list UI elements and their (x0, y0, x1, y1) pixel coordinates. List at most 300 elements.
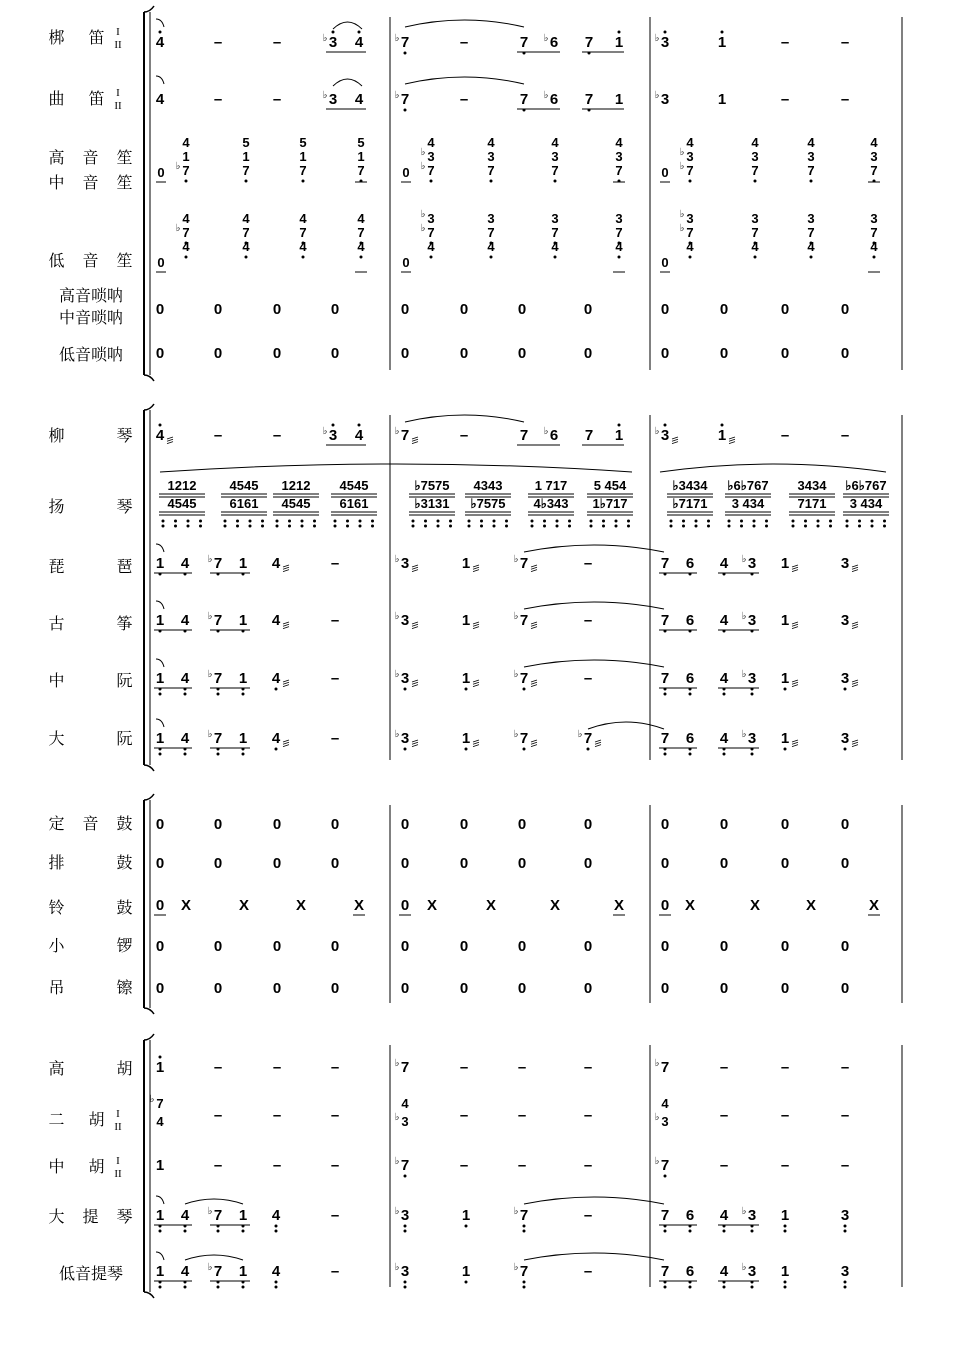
octave-dot-low (810, 180, 813, 183)
note: 3 (401, 1114, 409, 1129)
tremolo-mark (792, 624, 798, 626)
rest: 0 (155, 345, 165, 362)
flat-sign: ♭ (679, 209, 685, 220)
rest: 0 (213, 855, 223, 872)
octave-dot-low (602, 520, 605, 523)
dash-sustain: – (583, 1157, 593, 1174)
octave-dot-low (275, 748, 278, 751)
instrument-label: 二 (48, 1110, 66, 1129)
note: 4 (354, 34, 364, 51)
octave-dot-low (404, 1281, 407, 1284)
octave-dot-low (615, 525, 618, 528)
instrument-label: 锣 (116, 936, 134, 955)
octave-dot-low (858, 520, 861, 523)
instrument-label: 音 (82, 148, 100, 167)
note: 7 (213, 730, 223, 747)
part-number-1: I (116, 26, 120, 38)
note: 7 (357, 225, 365, 240)
octave-dot-low (185, 180, 188, 183)
yangqin-upper-group: ♭7575 (414, 478, 450, 493)
slur (405, 415, 524, 422)
flat-sign: ♭ (207, 554, 213, 565)
note: 4 (357, 239, 365, 254)
instrument-label: 小 (48, 936, 66, 955)
yangqin-lower-group: 3 434 (849, 496, 883, 511)
yangqin-lower-group: 4♭343 (533, 496, 569, 511)
octave-dot-low (288, 525, 291, 528)
rest: 0 (330, 816, 340, 833)
instrument-label: 排 (48, 853, 66, 872)
yangqin-upper-group: 1212 (281, 478, 311, 493)
rest: 0 (155, 897, 165, 914)
tremolo-mark (283, 567, 289, 569)
rest: 0 (459, 938, 469, 955)
flat-sign: ♭ (543, 33, 549, 44)
octave-dot-low (412, 520, 415, 523)
octave-dot-low (437, 525, 440, 528)
rest: 0 (840, 855, 850, 872)
dash-sustain: – (583, 1263, 593, 1280)
dash-sustain: – (213, 427, 223, 444)
note: 4 (299, 211, 307, 226)
note: 1 (461, 1263, 471, 1280)
system-bracket-top (144, 404, 154, 410)
tremolo-mark (531, 627, 537, 629)
rest: 0 (400, 938, 410, 955)
note: 4 (686, 135, 694, 150)
slur-continuation (156, 76, 164, 84)
note: 4 (182, 239, 190, 254)
instrument-label: 高音唢呐 (58, 286, 124, 305)
note: 4 (487, 135, 495, 150)
instrument-label: 吊 (48, 978, 66, 997)
yangqin-lower-group: ♭7575 (470, 496, 506, 511)
note: 4 (180, 555, 190, 572)
note: 4 (271, 1207, 281, 1224)
system-bracket-bottom (144, 1008, 154, 1014)
note: 1 (155, 1157, 165, 1174)
note: 4 (180, 612, 190, 629)
dash-sustain: – (840, 34, 850, 51)
note: 7 (427, 225, 435, 240)
octave-dot-low (174, 520, 177, 523)
tremolo-mark (473, 567, 479, 569)
dash-sustain: – (330, 1107, 340, 1124)
octave-dot-low (346, 525, 349, 528)
octave-dot-low (276, 525, 279, 528)
note: 7 (519, 670, 529, 687)
rest: 0 (400, 301, 410, 318)
note: 4 (180, 730, 190, 747)
dash-sustain: – (272, 1157, 282, 1174)
note: 1 (717, 34, 727, 51)
note: 4 (719, 1263, 729, 1280)
rest: 0 (402, 165, 410, 180)
octave-dot-low (493, 520, 496, 523)
system-bracket-top (144, 6, 154, 12)
dash-sustain: – (330, 555, 340, 572)
dash-sustain: – (330, 612, 340, 629)
rest: 0 (459, 816, 469, 833)
note: 1 (238, 1263, 248, 1280)
rest: 0 (272, 345, 282, 362)
tremolo-mark (412, 565, 418, 567)
instrument-label: 曲 (48, 89, 66, 108)
flat-sign: ♭ (654, 33, 660, 44)
octave-dot-low (723, 1230, 726, 1233)
part-number-1: I (116, 87, 120, 99)
note: 1 (614, 91, 624, 108)
dash-sustain: – (272, 427, 282, 444)
rest: 0 (330, 938, 340, 955)
yangqin-upper-group: 1 717 (534, 478, 568, 493)
rest: 0 (155, 301, 165, 318)
octave-dot-low (829, 525, 832, 528)
rest: 0 (157, 255, 165, 270)
note: 7 (870, 225, 878, 240)
instrument-label: 音 (82, 173, 100, 192)
flat-sign: ♭ (322, 90, 328, 101)
part-number-2: II (114, 39, 122, 51)
note: 7 (213, 612, 223, 629)
note: 7 (400, 34, 410, 51)
tremolo-mark (412, 622, 418, 624)
rest: 0 (459, 345, 469, 362)
octave-dot-low (275, 1281, 278, 1284)
octave-dot-low (359, 520, 362, 523)
yangqin-upper-group: ♭6♭767 (845, 478, 887, 493)
tremolo-mark (792, 740, 798, 742)
octave-dot-low (404, 688, 407, 691)
note: 1 (155, 1263, 165, 1280)
flat-sign: ♭ (322, 426, 328, 437)
note: 7 (213, 670, 223, 687)
tremolo-mark (852, 570, 858, 572)
octave-dot-low (301, 520, 304, 523)
note: 4 (155, 34, 165, 51)
octave-dot-low (217, 753, 220, 756)
octave-dot-low (404, 1286, 407, 1289)
tremolo-mark (792, 622, 798, 624)
octave-dot-low (817, 520, 820, 523)
rest: 0 (660, 855, 670, 872)
tremolo-mark (283, 680, 289, 682)
dash-sustain: – (272, 1059, 282, 1076)
yangqin-lower-group: 6161 (229, 496, 259, 511)
note: 4 (354, 427, 364, 444)
note: 4 (719, 730, 729, 747)
note: 7 (583, 730, 593, 747)
tremolo-mark (412, 627, 418, 629)
note: 7 (870, 163, 878, 178)
note: 7 (615, 163, 623, 178)
rest: 0 (719, 938, 729, 955)
tremolo-mark (531, 742, 537, 744)
note: 4 (180, 1207, 190, 1224)
note: 3 (328, 427, 338, 444)
instrument-label: 中 (48, 173, 66, 192)
system-bracket-bottom (144, 765, 154, 771)
dash-sustain: – (272, 1107, 282, 1124)
slur-continuation (156, 1196, 164, 1204)
octave-dot-high (159, 424, 162, 427)
tremolo-mark (531, 745, 537, 747)
tremolo-mark (729, 437, 735, 439)
octave-dot-low (556, 520, 559, 523)
rest: 0 (400, 816, 410, 833)
note: 7 (213, 1263, 223, 1280)
yangqin-lower-group: 4545 (167, 496, 197, 511)
note: 3 (747, 1207, 757, 1224)
flat-sign: ♭ (741, 729, 747, 740)
yangqin-lower-group: ♭7171 (672, 496, 708, 511)
rest: 0 (400, 980, 410, 997)
tremolo-mark (473, 624, 479, 626)
flat-sign: ♭ (420, 161, 426, 172)
tremolo-mark (473, 685, 479, 687)
note: 7 (427, 163, 435, 178)
dash-sustain: – (840, 427, 850, 444)
octave-dot-low (784, 748, 787, 751)
octave-dot-low (810, 256, 813, 259)
octave-dot-low (187, 525, 190, 528)
note: 3 (751, 211, 759, 226)
tremolo-mark (473, 680, 479, 682)
instrument-label: 提 (82, 1207, 100, 1226)
note: 7 (519, 730, 529, 747)
tremolo-mark (852, 745, 858, 747)
tremolo-mark (412, 685, 418, 687)
instrument-label: 高 (48, 148, 66, 167)
tremolo-mark (283, 682, 289, 684)
note: 7 (660, 670, 670, 687)
tremolo-mark (167, 437, 173, 439)
hit-x: X (180, 897, 192, 914)
tremolo-mark (672, 439, 678, 441)
flat-sign: ♭ (420, 209, 426, 220)
tremolo-mark (531, 740, 537, 742)
note: 7 (213, 555, 223, 572)
rest: 0 (400, 897, 410, 914)
tremolo-mark (283, 624, 289, 626)
note: 1 (461, 670, 471, 687)
note: 7 (751, 163, 759, 178)
system-bracket-top (144, 1034, 154, 1040)
instrument-label: 音 (82, 814, 100, 833)
octave-dot-low (275, 688, 278, 691)
octave-dot-low (404, 1175, 407, 1178)
octave-dot-low (334, 525, 337, 528)
octave-dot-low (554, 180, 557, 183)
flat-sign: ♭ (394, 33, 400, 44)
tremolo-mark (412, 740, 418, 742)
note: 7 (807, 163, 815, 178)
note: 5 (357, 135, 365, 150)
slur-continuation (156, 19, 164, 27)
octave-dot-low (765, 520, 768, 523)
flat-sign: ♭ (394, 90, 400, 101)
flat-sign: ♭ (394, 669, 400, 680)
octave-dot-low (664, 1286, 667, 1289)
flat-sign: ♭ (679, 223, 685, 234)
octave-dot-low (723, 1286, 726, 1289)
octave-dot-low (707, 525, 710, 528)
part-number-1: I (116, 1108, 120, 1120)
tremolo-mark (792, 685, 798, 687)
octave-dot-low (543, 520, 546, 523)
instrument-label: 琵 (48, 557, 66, 576)
octave-dot-low (412, 525, 415, 528)
rest: 0 (583, 938, 593, 955)
octave-dot-low (689, 1230, 692, 1233)
instrument-label: 铃 (48, 898, 66, 917)
note: 4 (271, 670, 281, 687)
rest: 0 (780, 980, 790, 997)
yangqin-lower-group: 3 434 (731, 496, 765, 511)
slur (524, 1197, 664, 1204)
rest: 0 (272, 855, 282, 872)
octave-dot-low (184, 1230, 187, 1233)
tremolo-mark (473, 740, 479, 742)
octave-dot-low (804, 525, 807, 528)
note: 1 (614, 34, 624, 51)
note: 6 (549, 427, 559, 444)
rest: 0 (780, 345, 790, 362)
tremolo-mark (412, 570, 418, 572)
slur (185, 1199, 243, 1204)
dash-sustain: – (583, 1059, 593, 1076)
rest: 0 (213, 345, 223, 362)
octave-dot-low (404, 1225, 407, 1228)
note: 4 (719, 612, 729, 629)
octave-dot-low (490, 180, 493, 183)
rest: 0 (780, 855, 790, 872)
flat-sign: ♭ (654, 90, 660, 101)
rest: 0 (272, 816, 282, 833)
flat-sign: ♭ (679, 147, 685, 158)
tremolo-mark (852, 565, 858, 567)
note: 4 (182, 135, 190, 150)
note: 1 (780, 555, 790, 572)
note: 7 (242, 163, 250, 178)
octave-dot-low (346, 520, 349, 523)
octave-dot-low (751, 693, 754, 696)
note: 3 (660, 427, 670, 444)
instrument-label: 笙 (116, 148, 134, 167)
rest: 0 (780, 816, 790, 833)
note: 3 (660, 91, 670, 108)
flat-sign: ♭ (394, 426, 400, 437)
note: 7 (660, 555, 670, 572)
octave-dot-low (728, 525, 731, 528)
note: 3 (807, 211, 815, 226)
octave-dot-low (430, 256, 433, 259)
tremolo-mark (531, 624, 537, 626)
note: 7 (660, 1157, 670, 1174)
tremolo-mark (167, 442, 173, 444)
octave-dot-low (664, 1175, 667, 1178)
octave-dot-low (275, 1286, 278, 1289)
octave-dot-low (275, 1230, 278, 1233)
octave-dot-low (404, 109, 407, 112)
flat-sign: ♭ (513, 554, 519, 565)
octave-dot-low (689, 693, 692, 696)
instrument-label: 胡 (88, 1110, 106, 1129)
note: 4 (156, 1114, 164, 1129)
dash-sustain: – (780, 1107, 790, 1124)
dash-sustain: – (459, 34, 469, 51)
rest: 0 (330, 301, 340, 318)
octave-dot-low (523, 1230, 526, 1233)
rest: 0 (719, 816, 729, 833)
note: 3 (686, 211, 694, 226)
tremolo-mark (531, 565, 537, 567)
dash-sustain: – (459, 91, 469, 108)
note: 3 (807, 149, 815, 164)
note: 6 (685, 730, 695, 747)
flat-sign: ♭ (543, 426, 549, 437)
note: 7 (686, 225, 694, 240)
tremolo-mark (473, 745, 479, 747)
dash-sustain: – (213, 1107, 223, 1124)
octave-dot-low (873, 256, 876, 259)
octave-dot-low (249, 520, 252, 523)
note: 7 (519, 34, 529, 51)
note: 1 (238, 1207, 248, 1224)
octave-dot-low (242, 693, 245, 696)
octave-dot-low (670, 525, 673, 528)
octave-dot-low (242, 1286, 245, 1289)
rest: 0 (583, 345, 593, 362)
octave-dot-low (664, 753, 667, 756)
tremolo-mark (729, 439, 735, 441)
instrument-label: 低 (48, 251, 66, 270)
octave-dot-low (784, 1281, 787, 1284)
tremolo-mark (852, 742, 858, 744)
rest: 0 (583, 855, 593, 872)
rest: 0 (719, 980, 729, 997)
tremolo-mark (283, 742, 289, 744)
note: 7 (156, 1096, 164, 1111)
rest: 0 (155, 980, 165, 997)
note: 3 (400, 1207, 410, 1224)
note: 4 (615, 135, 623, 150)
instrument-label: 鼓 (116, 898, 134, 917)
part-number-2: II (114, 1121, 122, 1133)
tremolo-mark (473, 570, 479, 572)
rest: 0 (213, 980, 223, 997)
tremolo-mark (412, 680, 418, 682)
dash-sustain: – (583, 555, 593, 572)
octave-dot-high (618, 424, 621, 427)
tremolo-mark (412, 437, 418, 439)
octave-dot-low (424, 520, 427, 523)
slur (524, 1253, 664, 1260)
rest: 0 (272, 938, 282, 955)
note: 3 (328, 91, 338, 108)
slur-continuation (156, 719, 164, 727)
flat-sign: ♭ (394, 1156, 400, 1167)
flat-sign: ♭ (679, 161, 685, 172)
rest: 0 (459, 980, 469, 997)
part-number-1: I (116, 1155, 120, 1167)
note: 3 (400, 670, 410, 687)
note: 1 (461, 730, 471, 747)
hit-x: X (749, 897, 761, 914)
tremolo-mark (473, 565, 479, 567)
tremolo-mark (283, 740, 289, 742)
note: 3 (660, 34, 670, 51)
